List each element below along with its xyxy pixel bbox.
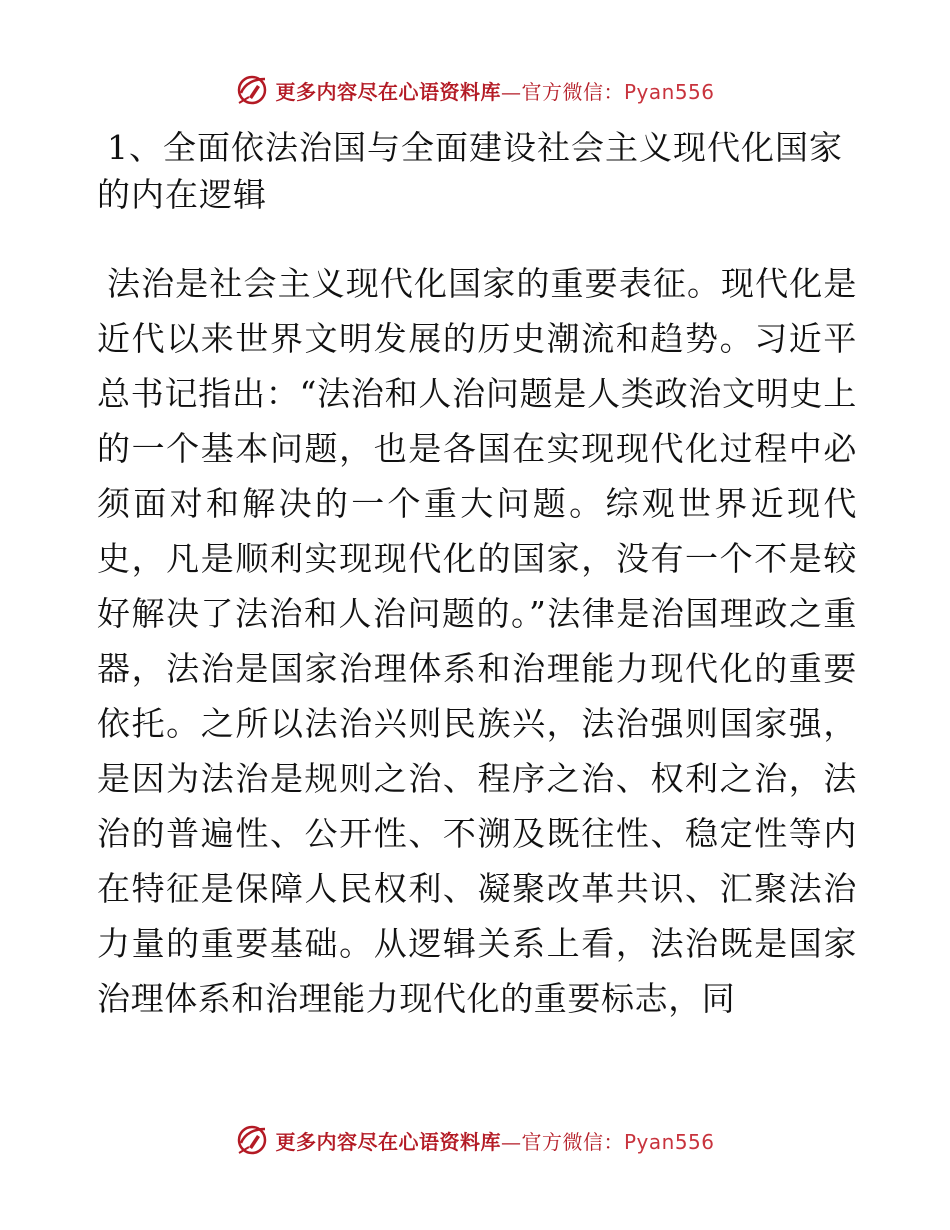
header-banner-dash: — xyxy=(500,79,522,104)
header-banner-label: 官方微信： xyxy=(521,79,624,104)
header-banner xyxy=(0,70,950,110)
footer-banner-label: 官方微信： xyxy=(521,1129,624,1154)
header-banner-text xyxy=(275,76,714,105)
pen-nib-logo-icon xyxy=(235,73,269,107)
footer-banner-prefix: 更多内容尽在心语资料库 xyxy=(275,1129,501,1154)
pen-nib-logo-icon xyxy=(235,1123,269,1157)
footer-banner-text xyxy=(275,1126,714,1155)
document-title: 1、全面依法治国与全面建设社会主义现代化国家的内在逻辑 xyxy=(97,128,843,214)
footer-banner-dash: — xyxy=(500,1129,522,1154)
header-banner-handle: Pyan556 xyxy=(623,79,715,104)
document-body: 法治是社会主义现代化国家的重要表征。现代化是近代以来世界文明发展的历史潮流和趋势。习近平总书记指出：“法治和人治问题是人类政治文明史上的一个基本问题，也是各国在实现现代化过程中必须面对和解决的一个重大问题。综观世界近现代史，凡是顺利实现现代化的国家，没有一个不是较好解决了法治和人治问题的。”法律是治国理政之重器，法治是国家治理体系和治理能力现代化的重要依托。之所以法治兴则民族兴，法治强则国家强，是因为法治是规则之治、程序之治、权利之治，法治的普遍性、公开性、不溯及既往性、稳定性等内在特征是保障人民权利、凝聚改革共识、汇聚法治力量的重要基础。从逻辑关系上看，法治既是国家治理体系和治理能力现代化的重要标志，同 xyxy=(97,264,857,1018)
header-banner-prefix: 更多内容尽在心语资料库 xyxy=(275,79,501,104)
footer-banner-handle: Pyan556 xyxy=(623,1129,715,1154)
footer-banner xyxy=(0,1120,950,1160)
